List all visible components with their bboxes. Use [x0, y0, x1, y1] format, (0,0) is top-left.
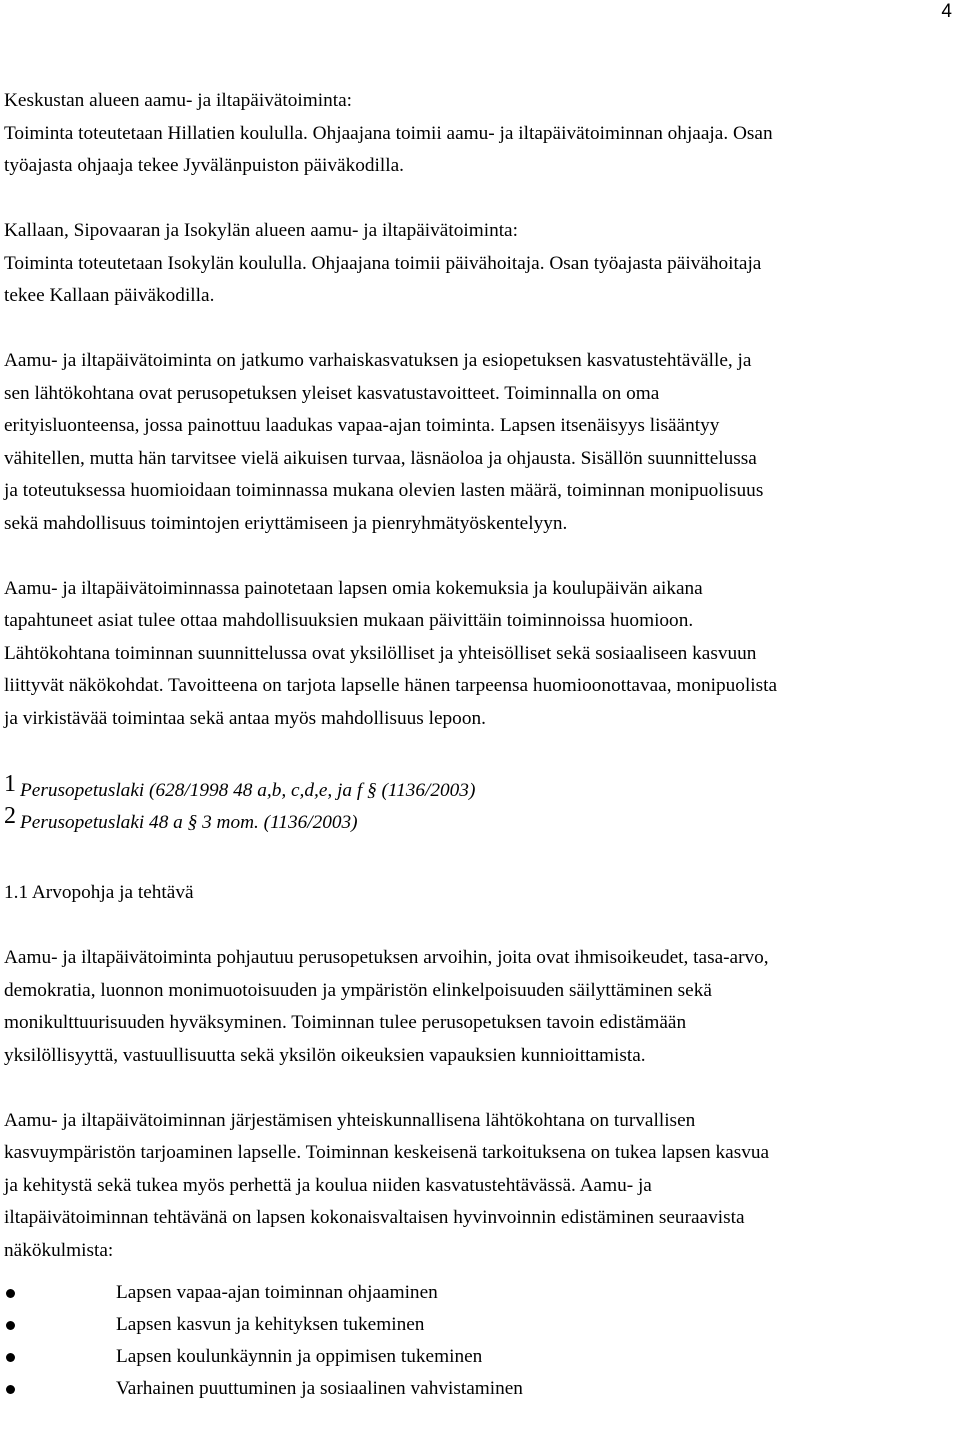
text-line: Kallaan, Sipovaaran ja Isokylän alueen aamu- ja iltapäivätoiminta: [4, 220, 518, 241]
text-line: sen lähtökohtana ovat perusopetuksen yleiset kasvatustavoitteet. Toiminnalla on oma [4, 382, 660, 404]
list-item-text: Varhainen puuttuminen ja sosiaalinen vahvistaminen [116, 1378, 523, 1399]
paragraph-keskusta [4, 85, 956, 183]
list-item-text: Lapsen kasvun ja kehityksen tukeminen [116, 1314, 425, 1335]
paragraph-tehtava [4, 1105, 956, 1268]
text-line: demokratia, luonnon monimuotoisuuden ja ympäristön elinkelpoisuuden säilyttäminen sekä [4, 979, 712, 1001]
footnote [4, 800, 956, 832]
text-line: Aamu- ja iltapäivätoiminnassa painotetaan lapsen omia kokemuksia ja koulupäivän aikana [4, 577, 703, 599]
text-line: kasvuympäristön tarjoaminen lapselle. Toiminnan keskeisenä tarkoituksena on tukea lapsen kasvua [4, 1142, 770, 1163]
bullet-list [4, 1277, 956, 1405]
bullet-icon [6, 1385, 15, 1394]
text-line: vähitellen, mutta hän tarvitsee vielä aikuisen turvaa, läsnäoloa ja ohjausta. Sisällön suunnittelussa [4, 447, 757, 469]
text-line: Aamu- ja iltapäivätoiminta on jatkumo varhaiskasvatuksen ja esiopetuksen kasvatustehtävälle, ja [4, 350, 752, 371]
text-line: näkökulmista: [4, 1239, 114, 1261]
text-line: liittyvät näkökohdat. Tavoitteena on tarjota lapselle hänen tarpeensa huomioonottavaa, monipuolista [4, 675, 778, 696]
text-line: Toiminta toteutetaan Hillatien koululla. Ohjaajana toimii aamu- ja iltapäivätoiminnan ohjaaja. Osan [4, 122, 773, 144]
footnote-number: 2 [4, 802, 16, 829]
text-line: tekee Kallaan päiväkodilla. [4, 285, 215, 306]
text-line: Aamu- ja iltapäivätoiminta pohjautuu perusopetuksen arvoihin, joita ovat ihmisoikeudet, tasa-arvo, [4, 947, 769, 968]
list-item-text: Lapsen vapaa-ajan toiminnan ohjaaminen [116, 1282, 438, 1303]
footnote [4, 768, 956, 800]
text-line: Aamu- ja iltapäivätoiminnan järjestämisen yhteiskunnallisena lähtökohtana on turvallisen [4, 1109, 696, 1131]
text-line: Lähtökohtana toiminnan suunnittelussa ovat yksilölliset ja yhteisölliset sekä sosiaaliseen kasvuun [4, 642, 757, 664]
footnote-number: 1 [4, 770, 16, 797]
footnotes [4, 768, 956, 832]
text-line: sekä mahdollisuus toimintojen eriyttämiseen ja pienryhmätyöskentelyyn. [4, 512, 568, 534]
paragraph-arvopohja [4, 942, 956, 1072]
list-item [4, 1277, 956, 1309]
list-item [4, 1341, 956, 1373]
list-item [4, 1309, 956, 1341]
bullet-icon [6, 1289, 15, 1298]
section-heading: 1.1 Arvopohja ja tehtävä [4, 881, 194, 903]
bullet-icon [6, 1321, 15, 1330]
paragraph-kallaa [4, 215, 956, 313]
list-item-text: Lapsen koulunkäynnin ja oppimisen tukeminen [116, 1346, 483, 1367]
text-line: monikulttuurisuuden hyväksyminen. Toiminnan tulee perusopetuksen tavoin edistämään [4, 1012, 687, 1033]
list-item [4, 1373, 956, 1405]
text-line: yksilöllisyyttä, vastuullisuutta sekä yksilön oikeuksien vapauksien kunnioittamista. [4, 1044, 646, 1066]
footnote-text: Perusopetuslaki 48 a § 3 mom. (1136/2003) [20, 811, 358, 833]
text-line: työajasta ohjaaja tekee Jyvälänpuiston päiväkodilla. [4, 155, 404, 176]
text-line: ja toteutuksessa huomioidaan toiminnassa mukana olevien lasten määrä, toiminnan monipuolisuus [4, 480, 764, 501]
footnote-text: Perusopetuslaki (628/1998 48 a,b, c,d,e, ja f § (1136/2003) [20, 779, 476, 801]
document-body [4, 85, 956, 1405]
text-line: ja virkistävää toimintaa sekä antaa myös mahdollisuus lepoon. [4, 707, 486, 729]
paragraph-jatkumo [4, 345, 956, 540]
text-line: ja kehitystä sekä tukea myös perhettä ja koulua niiden kasvatustehtävässä. Aamu- ja [4, 1174, 652, 1196]
text-line: iltapäivätoiminnan tehtävänä on lapsen kokonaisvaltaisen hyvinvoinnin edistäminen seuraavista [4, 1207, 745, 1228]
bullet-icon [6, 1353, 15, 1362]
text-line: tapahtuneet asiat tulee ottaa mahdollisuuksien mukaan päivittäin toiminnoissa huomioon. [4, 610, 694, 631]
text-line: Keskustan alueen aamu- ja iltapäivätoiminta: [4, 90, 353, 111]
text-line: Toiminta toteutetaan Isokylän koululla. Ohjaajana toimii päivähoitaja. Osan työajasta päivähoitaja [4, 252, 762, 274]
page-number: 4 [941, 1, 952, 22]
text-line: erityisluonteensa, jossa painottuu laadukas vapaa-ajan toiminta. Lapsen itsenäisyys lisääntyy [4, 415, 720, 436]
paragraph-painotus [4, 573, 956, 736]
